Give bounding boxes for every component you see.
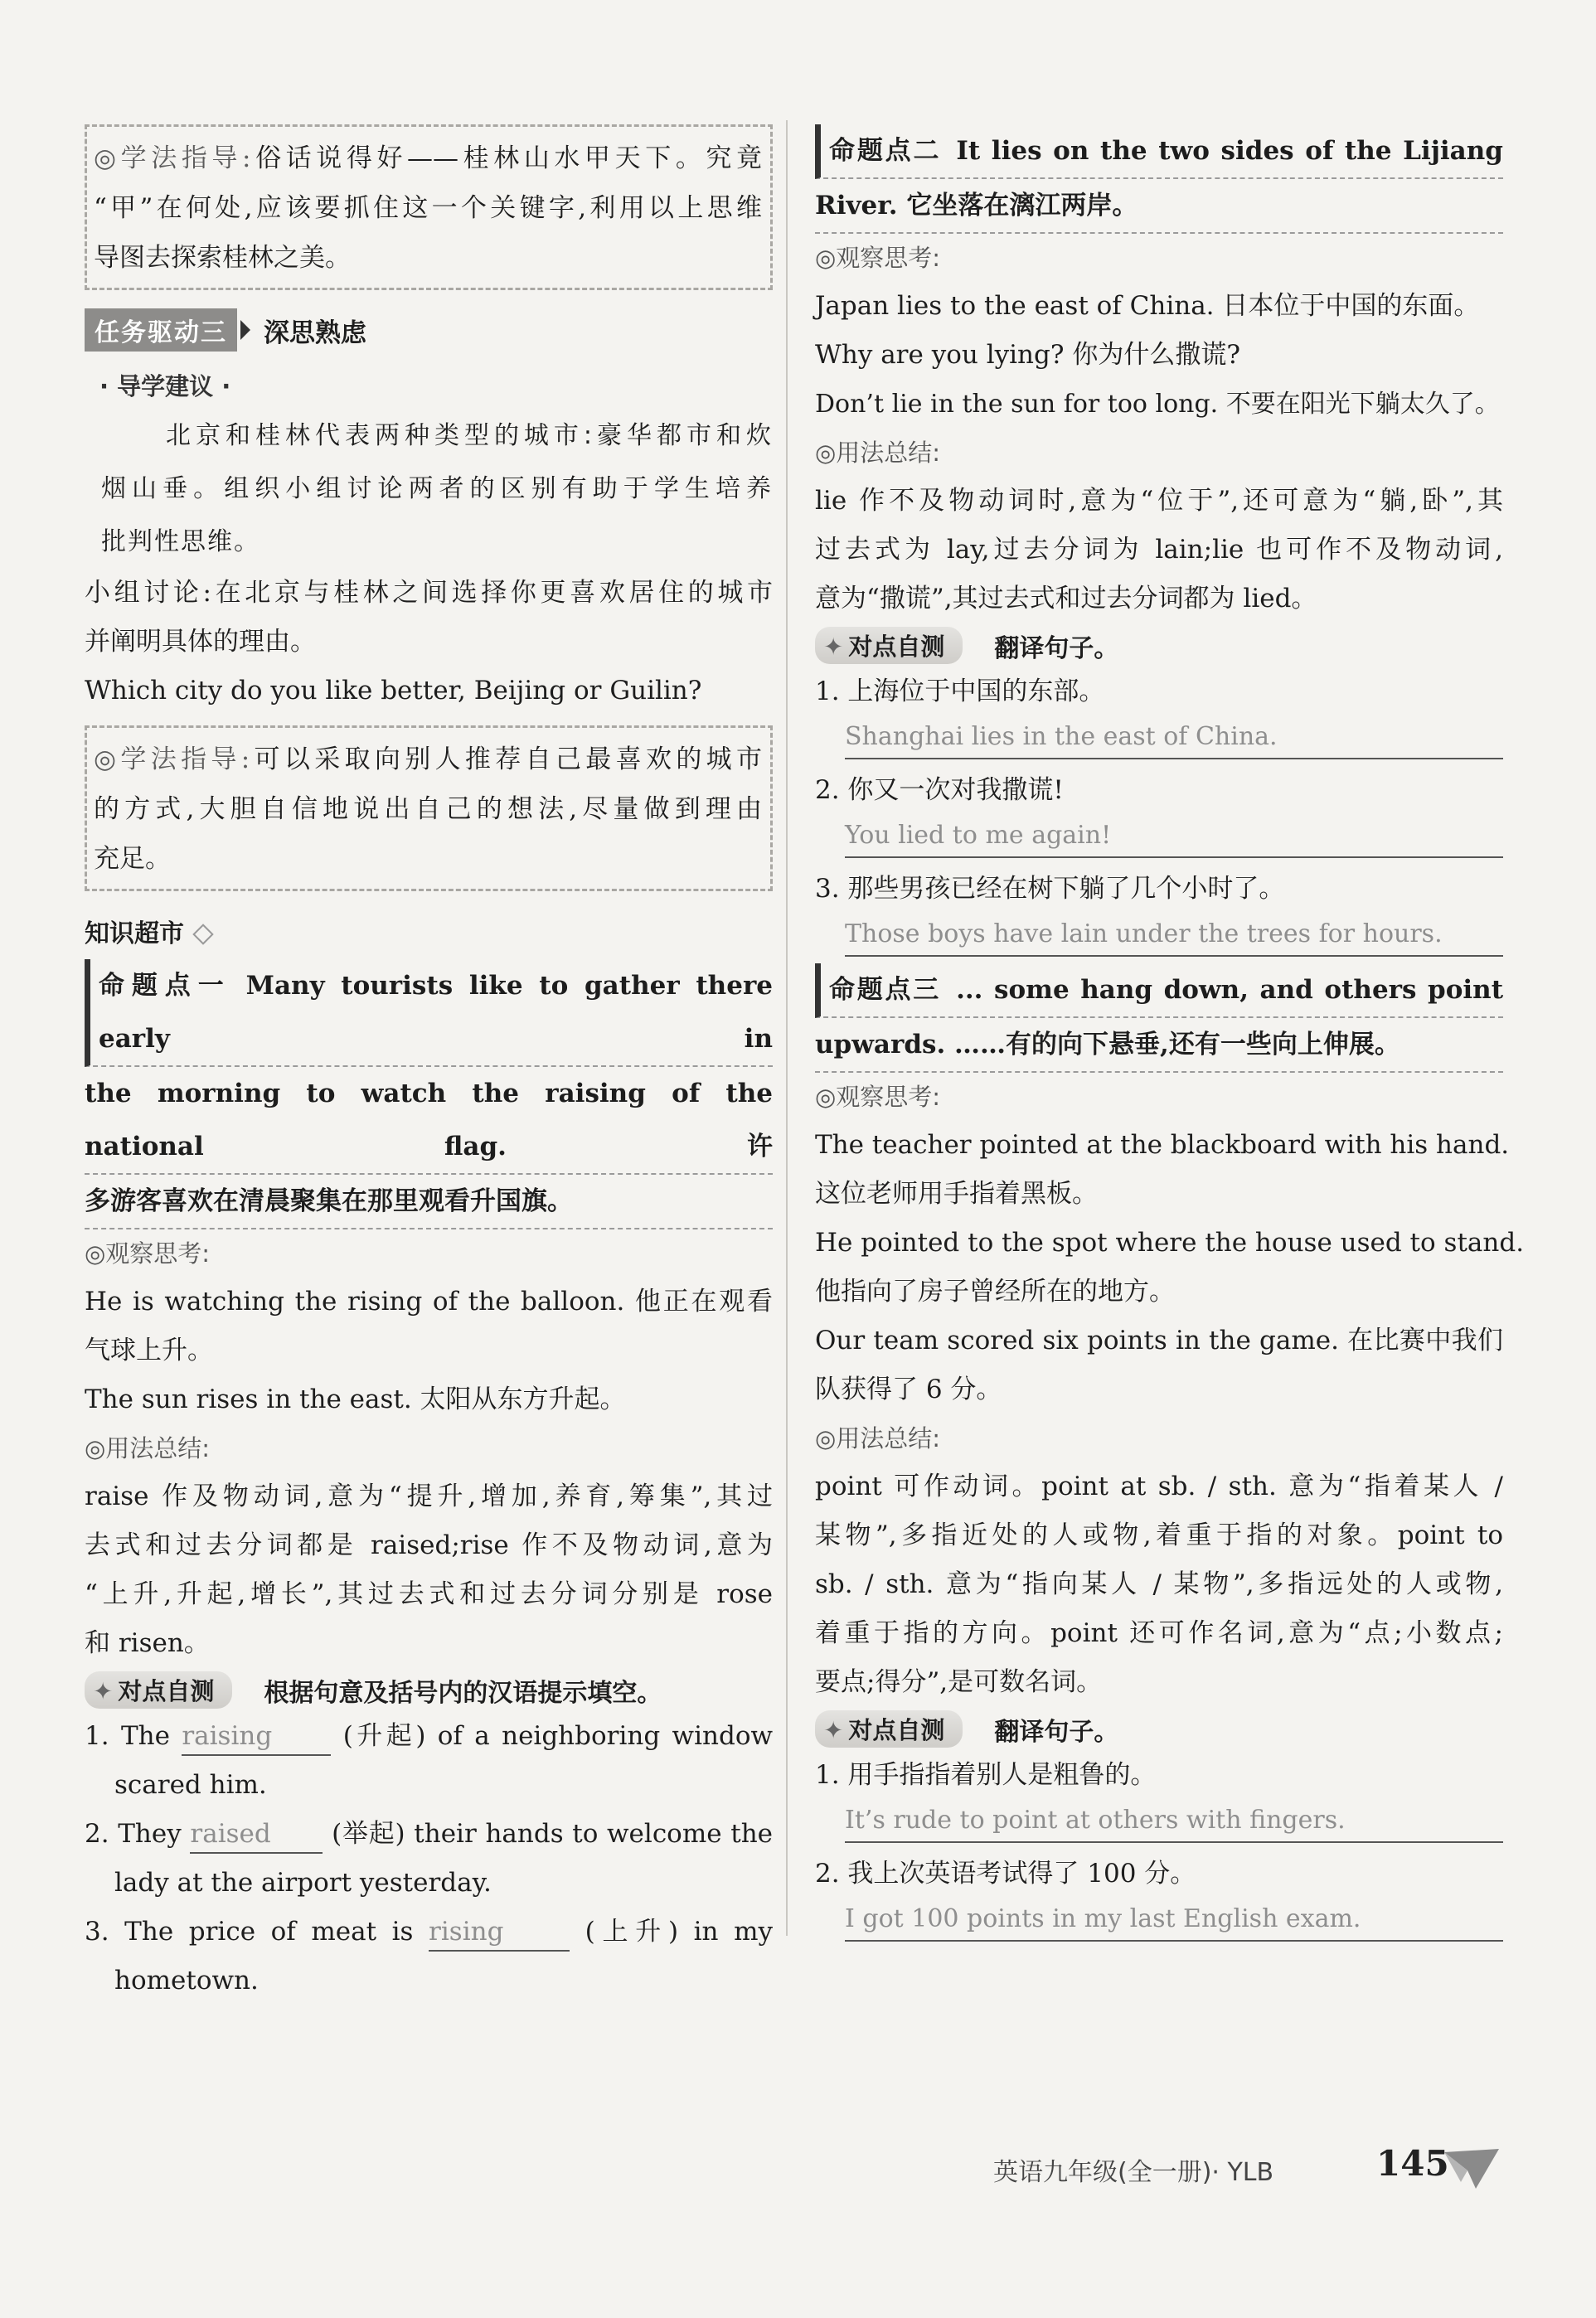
guide-line: 北京和桂林代表两种类型的城市:豪华都市和炊 (166, 421, 773, 450)
usage-line: 着重于指的方向。point 还可作名词,意为“点;小数点; (815, 1618, 1503, 1648)
observe-label: ◎观察思考: (85, 1239, 211, 1268)
point-two-line: River. 它坐落在漓江两岸。 (815, 179, 1503, 234)
usage-line: 某物”,多指近处的人或物,着重于指的对象。point to (815, 1520, 1503, 1550)
translate-item (815, 667, 1503, 759)
star-icon: ✦ (93, 1677, 114, 1705)
knowledge-market-heading: 知识超市 (85, 909, 773, 959)
observe-line: Our team scored six points in the game. 在比赛中我们 (815, 1326, 1503, 1355)
usage-line: raise 作及物动词,意为“提升,增加,养育,筹集”,其过 (85, 1481, 773, 1511)
hint-line: “甲”在何处,应该要抓住这一个关键字,利用以上思维 (94, 193, 762, 223)
left-column (85, 124, 773, 2005)
self-test-badge: ✦ 对点自测 (815, 1710, 963, 1748)
translate-answer[interactable]: I got 100 points in my last English exam. (845, 1899, 1503, 1942)
translate-question: 2. 我上次英语考试得了 100 分。 (815, 1859, 1196, 1889)
usage-label: ◎用法总结: (815, 1424, 941, 1452)
usage-label: ◎用法总结: (815, 439, 941, 467)
page-number: 145 (1376, 2143, 1449, 2184)
guide-title: · 导学建议 · (99, 372, 231, 400)
self-test-instruction: 根据句意及括号内的汉语提示填空。 (264, 1678, 662, 1708)
usage-line: point 可作动词。point at sb. / sth. 意为“指着某人 / (815, 1472, 1503, 1501)
column-divider (786, 120, 788, 1936)
self-test-heading (815, 627, 1503, 664)
translate-answer[interactable]: You lied to me again! (845, 815, 1503, 858)
usage-line: 意为“撒谎”,其过去式和过去分词都为 lied。 (815, 584, 1317, 613)
self-test-badge: ✦ 对点自测 (85, 1671, 232, 1709)
translate-answer[interactable]: It’s rude to point at others with fingers. (845, 1800, 1503, 1843)
translate-question: 2. 你又一次对我撒谎! (815, 775, 1064, 805)
task-title: 深思熟虑 (264, 318, 366, 348)
observe-line: Japan lies to the east of China. 日本位于中国的东面。 (815, 291, 1480, 321)
observe-line: 这位老师用手指着黑板。 (815, 1179, 1098, 1209)
observe-line: 气球上升。 (85, 1336, 213, 1365)
observe-line: Why are you lying? 你为什么撒谎? (815, 340, 1240, 370)
discussion-line: 并阐明具体的理由。 (85, 627, 316, 657)
self-test-instruction: 翻译句子。 (994, 633, 1119, 663)
translate-answer[interactable]: Those boys have lain under the trees for hours. (845, 914, 1503, 957)
study-hint-box-1 (85, 124, 773, 290)
translate-item (815, 766, 1503, 858)
usage-line: “上升,升起,增长”,其过去式和过去分词分别是 rose (85, 1579, 773, 1609)
hint-line: 导图去探索桂林之美。 (94, 243, 351, 273)
right-column (815, 124, 1525, 1948)
answer-blank[interactable]: raising (182, 1718, 331, 1756)
study-hint-box-2 (85, 725, 773, 891)
answer-blank[interactable]: rising (429, 1913, 570, 1952)
diamond-icon (192, 924, 213, 944)
guide-suggestion (85, 363, 773, 569)
exercise-item: 3. The price of meat is rising (上升) in my hometown. (85, 1908, 773, 2005)
hint-line: 充足。 (94, 844, 171, 874)
usage-label: ◎用法总结: (85, 1434, 211, 1462)
translate-question: 3. 那些男孩已经在树下躺了几个小时了。 (815, 874, 1285, 904)
discussion-line: 小组讨论:在北京与桂林之间选择你更喜欢居住的城市 (85, 578, 773, 608)
hint-line: 的方式,大胆自信地说出自己的想法,尽量做到理由 (94, 794, 762, 824)
self-test-heading (815, 1710, 1503, 1748)
guide-line: 烟山垂。组织小组讨论两者的区别有助于学生培养 (101, 474, 773, 503)
answer-blank[interactable]: raised (190, 1816, 323, 1854)
exercise-item: 2. They raised (举起) their hands to welcome the lady at the airport yesterday. (85, 1810, 773, 1908)
translate-question: 1. 上海位于中国的东部。 (815, 676, 1105, 706)
translate-item (815, 1751, 1503, 1843)
observe-line: Don’t lie in the sun for too long. 不要在阳光下躺太久了。 (815, 390, 1500, 419)
translate-answer[interactable]: Shanghai lies in the east of China. (845, 716, 1503, 759)
task-badge: 任务驱动三 (85, 308, 237, 352)
usage-line: 和 risen。 (85, 1628, 210, 1658)
usage-line: 过去式为 lay,过去分词为 lain;lie 也可作不及物动词, (815, 535, 1503, 565)
usage-line: lie 作不及物动词时,意为“位于”,还可意为“躺,卧”,其 (815, 486, 1503, 516)
observe-line: 他指向了房子曾经所在的地方。 (815, 1277, 1175, 1307)
book-title-footer: 英语九年级(全一册)· YLB (993, 2158, 1274, 2187)
point-one-line: the morning to watch the raising of the national flag. 许 (85, 1067, 773, 1175)
hint-line: ◎学法指导:可以采取向别人推荐自己最喜欢的城市 (94, 744, 762, 774)
discussion-question: Which city do you like better, Beijing or Guilin? (85, 676, 702, 706)
observe-label: ◎观察思考: (815, 244, 941, 272)
observe-line: He pointed to the spot where the house used to stand. (815, 1228, 1525, 1258)
observe-line: 队获得了 6 分。 (815, 1375, 1002, 1404)
arrow-icon (240, 320, 250, 340)
translate-item (815, 865, 1503, 957)
guide-line: 批判性思维。 (101, 527, 260, 556)
observe-label: ◎观察思考: (815, 1083, 941, 1111)
translate-item (815, 1850, 1503, 1942)
usage-line: 去式和过去分词都是 raised;rise 作不及物动词,意为 (85, 1530, 773, 1560)
observe-line: The teacher pointed at the blackboard with his hand. (815, 1130, 1510, 1160)
task-heading (85, 308, 773, 352)
point-one-line: 多游客喜欢在清晨聚集在那里观看升国旗。 (85, 1175, 773, 1229)
hint-line: ◎学法指导:俗话说得好——桂林山水甲天下。究竟 (94, 143, 763, 173)
translate-question: 1. 用手指指着别人是粗鲁的。 (815, 1760, 1157, 1790)
point-three-line: upwards. ……有的向下悬垂,还有一些向上伸展。 (815, 1018, 1503, 1073)
star-icon: ✦ (823, 633, 844, 661)
usage-line: sb. / sth. 意为“指向某人 / 某物”,多指远处的人或物, (815, 1569, 1503, 1599)
observe-line: He is watching the rising of the balloon. 他正在观看 (85, 1287, 773, 1317)
self-test-badge: ✦ 对点自测 (815, 627, 963, 664)
point-three-title: 命题点三 ... some hang down, and others point (815, 963, 1503, 1018)
point-two-title: 命题点二 It lies on the two sides of the Lijiang (815, 124, 1503, 179)
paper-plane-icon (1443, 2146, 1501, 2192)
self-test-heading (85, 1671, 773, 1709)
self-test-instruction: 翻译句子。 (994, 1717, 1119, 1747)
exercise-item: 1. The raising (升起) of a neighboring window scared him. (85, 1712, 773, 1810)
observe-line: The sun rises in the east. 太阳从东方升起。 (85, 1384, 626, 1414)
usage-line: 要点;得分”,是可数名词。 (815, 1667, 1103, 1697)
point-one-title: 命题点一 Many tourists like to gather there early in (85, 959, 773, 1067)
star-icon: ✦ (823, 1716, 844, 1744)
